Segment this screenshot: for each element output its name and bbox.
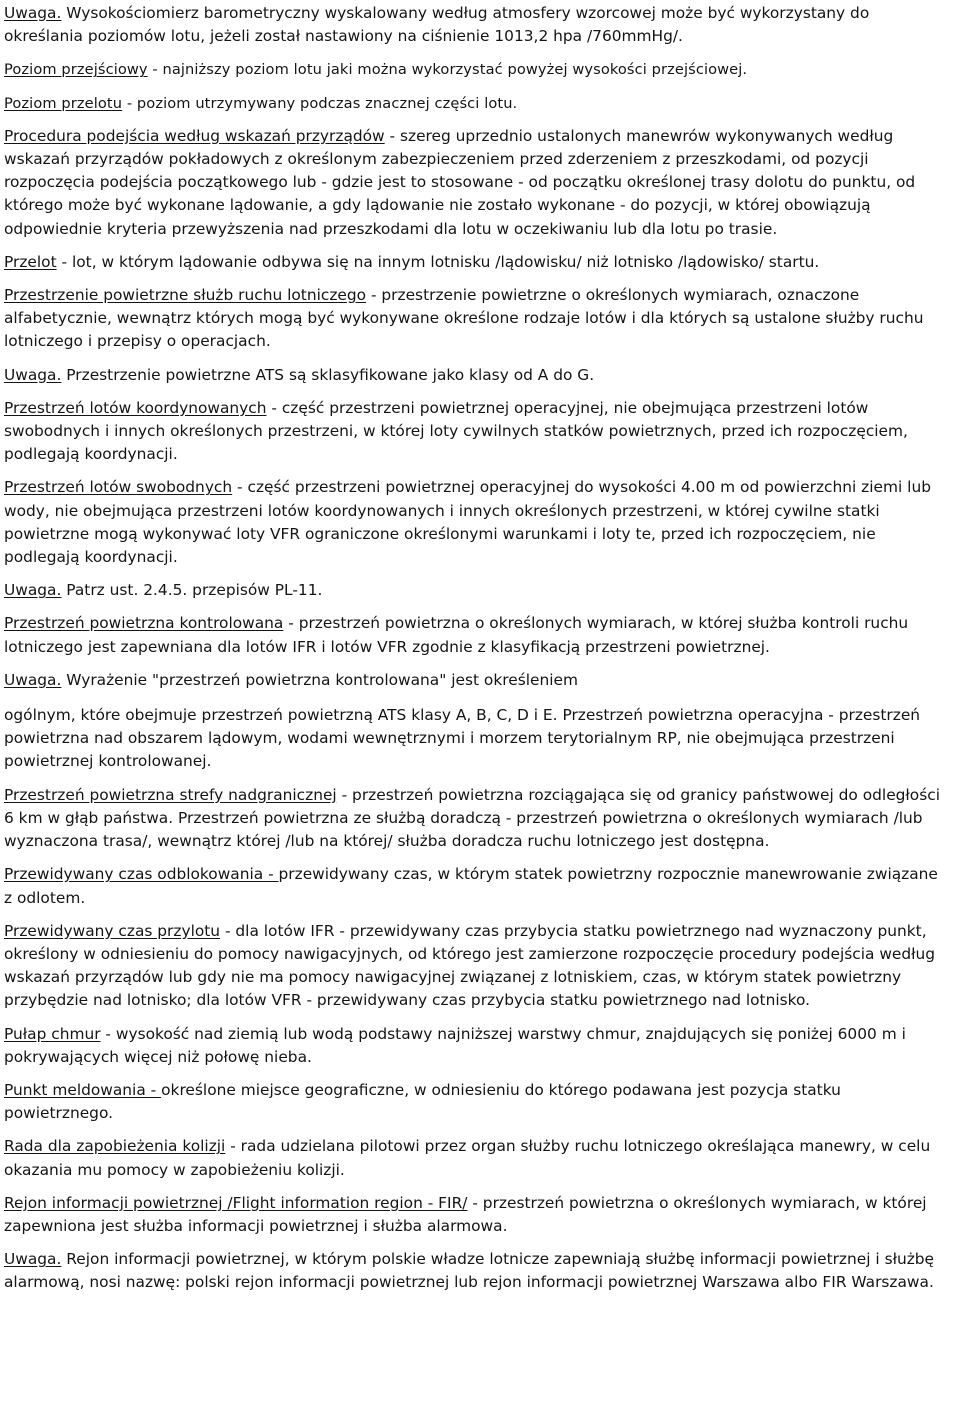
definition-term: Przestrzenie powietrzne służb ruchu lotniczego xyxy=(4,286,367,305)
definition-term: Przestrzeń lotów swobodnych xyxy=(4,478,233,497)
definition-poziom-przejsciowy xyxy=(4,58,948,81)
definition-term: Punkt meldowania - xyxy=(4,1080,162,1099)
definition-body: - przestrzenie powietrzne o określonych wymiarach, oznaczone alfabetycznie, wewnątrz których mogą być wykonywane określone rodzaje lotów i dla których są ustalone służby ruchu lotniczego i przepisy o operacjach. xyxy=(4,286,924,351)
definition-term: Uwaga. xyxy=(4,670,62,689)
definition-punkt-meldowania xyxy=(4,1079,948,1125)
definition-body: Rejon informacji powietrznej, w którym polskie władze lotnicze zapewniają służbę informacji powietrznej i służbę alarmową, nosi nazwę: polski rejon informacji powietrznej lub rejon informacji powietrznej Warszawa albo FIR Warszawa. xyxy=(4,1250,935,1292)
definition-przestrzen-koordynowanych xyxy=(4,397,948,467)
definition-body: - dla lotów IFR - przewidywany czas przybycia statku powietrznego nad wyznaczony punkt, określony w odniesieniu do pomocy nawigacyjnych, od którego jest zamierzone rozpoczęcie procedury podejścia według wskazań przyrządów lub gdy nie ma pomocy nawigacyjnej związanej z lotniskiem, czas, w którym statek powietrzny przybędzie nad lotnisko; dla lotów VFR - przewidywany czas przybycia statku powietrznego nad lotnisko. xyxy=(4,921,936,1010)
definition-przelot xyxy=(4,251,948,274)
definition-procedura-podejscia xyxy=(4,125,948,241)
definition-body: - przestrzeń powietrzna o określonych wymiarach, w której służba kontroli ruchu lotniczego jest zapewniana dla lotów IFR i lotów VFR zgodnie z klasyfikacją przestrzeni powietrznej. xyxy=(4,614,909,656)
definition-term: Przestrzeń lotów koordynowanych xyxy=(4,398,267,417)
definition-term: Rejon informacji powietrznej /Flight information region - FIR/ xyxy=(4,1193,468,1212)
definition-body: - część przestrzeni powietrznej operacyjnej do wysokości 4.00 m od powierzchni ziemi lub wody, nie obejmująca przestrzeni lotów koordynowanych i innych określonych przestrzeni, w której cywilne statki powietrzne mogą wykonywać loty VFR ograniczone określonymi warunkami i loty te, przed ich rozpoczęciem, nie podlegają koordynacji. xyxy=(4,478,931,567)
definition-uwaga-kontrolowana xyxy=(4,669,948,692)
definition-body: Przestrzenie powietrzne ATS są sklasyfikowane jako klasy od A do G. xyxy=(61,365,595,384)
definition-body: Wysokościomierz barometryczny wyskalowany według atmosfery wzorcowej może być wykorzystany do określania poziomów lotu, jeżeli został nastawiony na ciśnienie 1013,2 hpa /760mmHg/. xyxy=(4,4,870,46)
definition-body: - przestrzeń powietrzna rozciągająca się od granicy państwowej do odległości 6 km w głąb państwa. Przestrzeń powietrzna ze służbą doradczą - przestrzeń powietrzna o określonych wymiarach /lub wyznaczona trasa/, wewnątrz której /lub na której/ służba doradcza ruchu lotniczego jest dostępna. xyxy=(4,785,940,851)
definition-term: Przestrzeń powietrzna kontrolowana xyxy=(4,614,284,633)
definition-body: przewidywany czas, w którym statek powietrzny rozpocznie manewrowanie związane z odlotem. xyxy=(4,865,938,907)
definition-rada-kolizji xyxy=(4,1135,948,1181)
definition-pulap-chmur xyxy=(4,1023,948,1069)
definition-term: Procedura podejścia według wskazań przyrządów xyxy=(4,126,385,145)
definition-strefa-nadgraniczna xyxy=(4,784,948,854)
definition-term: Przelot xyxy=(4,252,57,271)
definition-term: Przestrzeń powietrzna strefy nadgranicznej xyxy=(4,785,337,804)
definition-czas-przylotu xyxy=(4,920,948,1013)
definition-uwaga-ats-classes xyxy=(4,364,948,387)
definition-body: określone miejsce geograficzne, w odniesieniu do którego podawana jest pozycja statku powietrznego. xyxy=(4,1080,841,1123)
definition-body: - szereg uprzednio ustalonych manewrów wykonywanych według wskazań przyrządów pokładowych z określonym zabezpieczeniem przed zderzeniem z przeszkodami, od pozycji rozpoczęcia podejścia początkowego lub - gdzie jest to stosowane - od początku określonej trasy dolotu do punktu, od którego może być wykonane lądowanie, a gdy lądowanie nie zostało wykonane - do pozycji, w której obowiązują odpowiednie kryteria przewyższenia nad przeszkodami dla lotu w oczekiwaniu lub dla lotu po trasie. xyxy=(4,126,916,238)
definition-przestrzen-operacyjna xyxy=(4,704,948,774)
definition-body: - część przestrzeni powietrznej operacyjnej, nie obejmująca przestrzeni lotów swobodnych i innych określonych przestrzeni, w której loty cywilnych statków powietrznych, przed ich rozpoczęciem, podlegają koordynacji. xyxy=(4,398,908,464)
definition-body: Patrz ust. 2.4.5. przepisów PL-11. xyxy=(61,581,323,600)
definition-przestrzen-kontrolowana xyxy=(4,612,948,658)
definition-body: - poziom utrzymywany podczas znacznej części lotu. xyxy=(122,94,518,112)
definition-body: - rada udzielana pilotowi przez organ służby ruchu lotniczego określająca manewry, w celu okazania mu pomocy w zapobieżeniu kolizji. xyxy=(4,1137,931,1179)
definition-body: - wysokość nad ziemią lub wodą podstawy najniższej warstwy chmur, znajdujących się poniżej 6000 m i pokrywających więcej niż połowę nieba. xyxy=(4,1024,906,1066)
definition-czas-odblokowania xyxy=(4,863,948,909)
definition-body: - lot, w którym lądowanie odbywa się na innym lotnisku /lądowisku/ niż lotnisko /lądowisko/ startu. xyxy=(56,252,820,271)
definition-uwaga-fir-warszawa xyxy=(4,1248,948,1294)
definition-poziom-przelotu xyxy=(4,92,948,115)
definition-przestrzen-swobodnych xyxy=(4,476,948,569)
definition-term: Przewidywany czas przylotu xyxy=(4,921,221,940)
definition-term: Rada dla zapobieżenia kolizji xyxy=(4,1137,226,1156)
definition-rejon-fir xyxy=(4,1192,948,1238)
definition-body: Wyrażenie "przestrzeń powietrzna kontrolowana" jest określeniem xyxy=(61,670,578,689)
definition-przestrzenie-ats xyxy=(4,284,948,354)
definition-body: - najniższy poziom lotu jaki można wykorzystać powyżej wysokości przejściowej. xyxy=(147,61,748,79)
definition-term: Uwaga. xyxy=(4,4,62,22)
definition-term: Poziom przejściowy xyxy=(4,61,148,79)
definition-body: ogólnym, które obejmuje przestrzeń powietrzną ATS klasy A, B, C, D i E. Przestrzeń powietrzna operacyjna - przestrzeń powietrzna nad obszarem lądowym, wodami wewnętrznymi i morzem terytorialnym RP, nie obejmująca przestrzeni powietrznej kontrolowanej. xyxy=(4,706,921,771)
definition-body: - przestrzeń powietrzna o określonych wymiarach, w której zapewniona jest służba informacji powietrznej i służba alarmowa. xyxy=(4,1193,927,1235)
definition-term: Uwaga. xyxy=(4,581,62,600)
definition-term: Uwaga. xyxy=(4,1250,62,1269)
definition-uwaga-pl11 xyxy=(4,579,948,602)
definition-term: Uwaga. xyxy=(4,365,62,384)
definition-term: Poziom przelotu xyxy=(4,94,123,112)
definition-term: Pułap chmur xyxy=(4,1024,101,1043)
definition-uwaga-altimeter xyxy=(4,2,948,48)
definition-term: Przewidywany czas odblokowania - xyxy=(4,865,279,884)
